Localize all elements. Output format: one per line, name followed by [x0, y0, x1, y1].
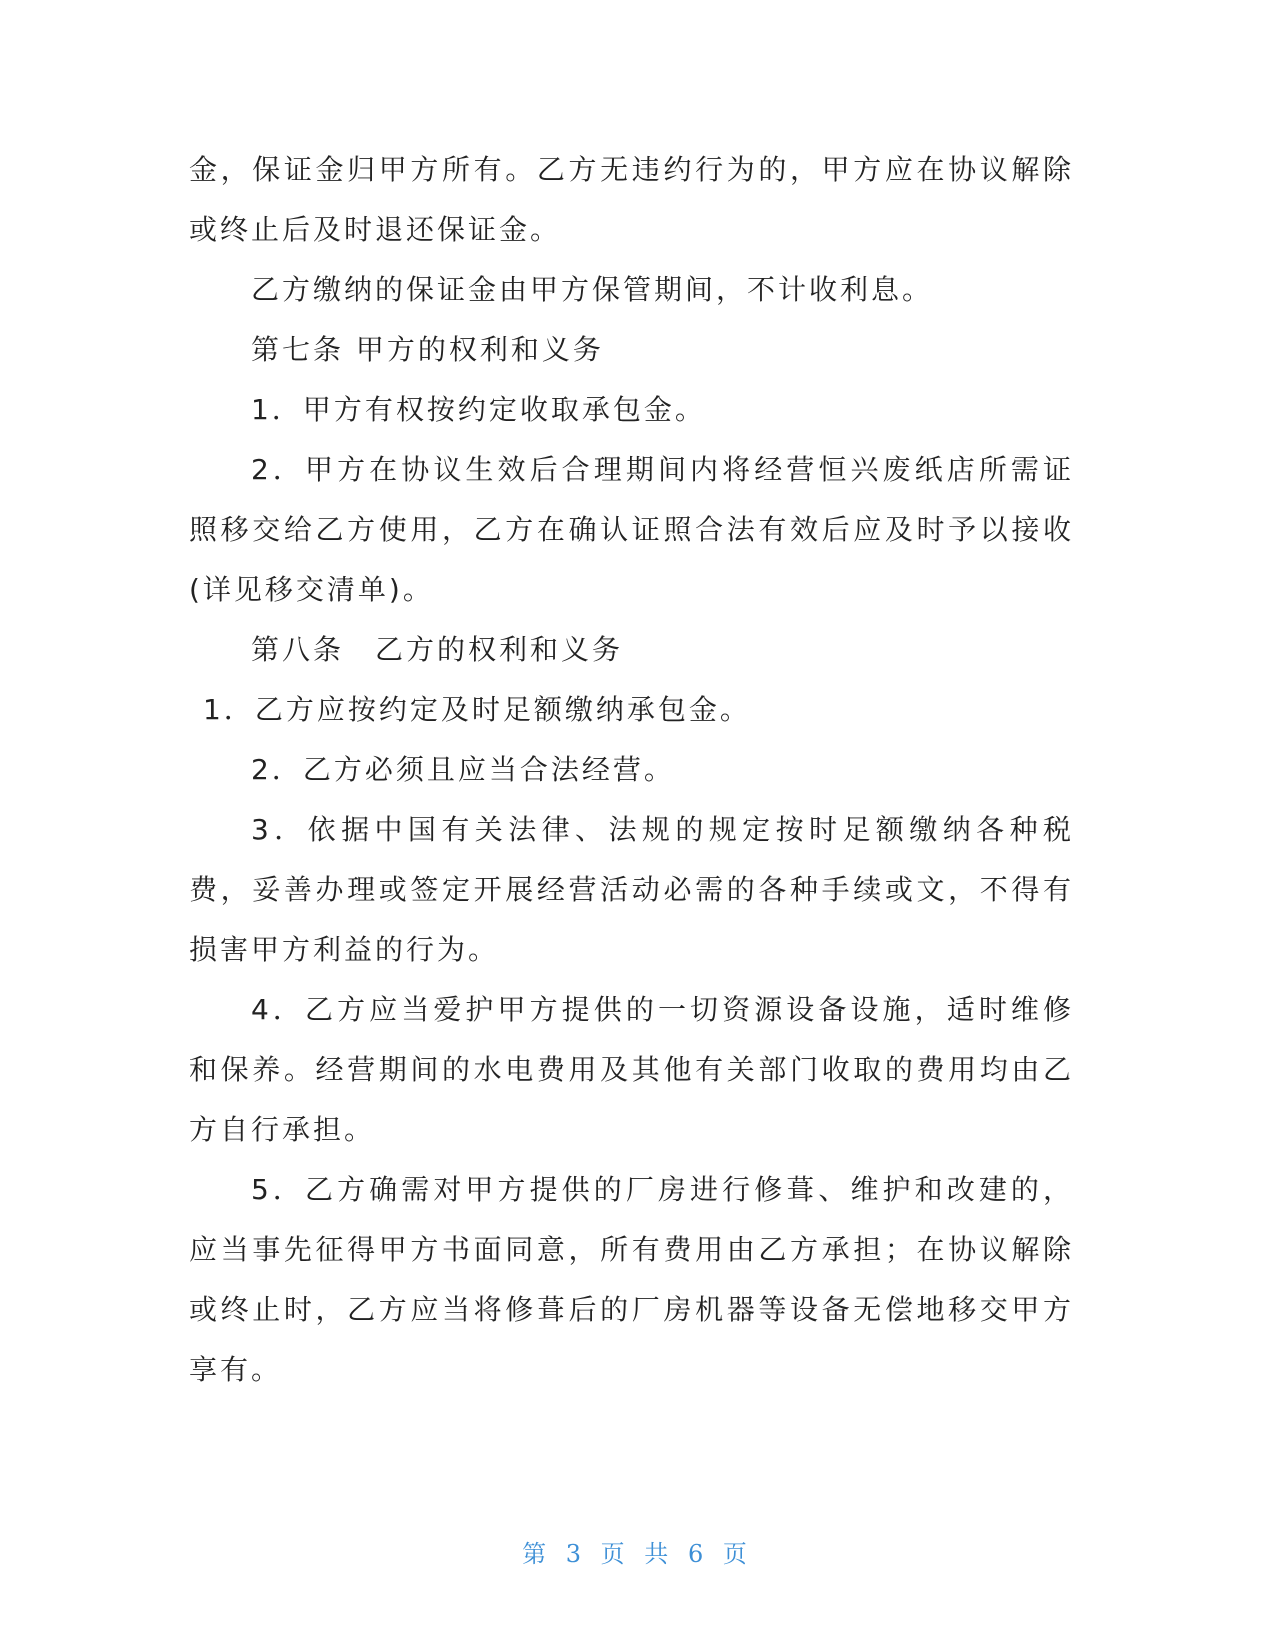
paragraph-deposit-interest: 乙方缴纳的保证金由甲方保管期间，不计收利息。	[251, 273, 934, 306]
page-number-footer: 第 3 页 共 6 页	[522, 1540, 753, 1568]
article-eight-item-4: 4．乙方应当爱护甲方提供的一切资源设备设施，适时维修和保养。经营期间的水电费用及其他有关部门收取的费用均由乙方自行承担。	[189, 993, 1074, 1146]
paragraph-deposit-ownership: 金，保证金归甲方所有。乙方无违约行为的，甲方应在协议解除或终止后及时退还保证金。	[189, 153, 1074, 246]
article-seven-item-1: 1．甲方有权按约定收取承包金。	[251, 393, 706, 426]
article-eight-item-2: 2．乙方必须且应当合法经营。	[251, 753, 675, 786]
article-seven-heading: 第七条 甲方的权利和义务	[251, 333, 604, 366]
article-eight-item-5: 5．乙方确需对甲方提供的厂房进行修葺、维护和改建的，应当事先征得甲方书面同意，所有费用由乙方承担；在协议解除或终止时，乙方应当将修葺后的厂房机器等设备无偿地移交甲方享有。	[189, 1173, 1074, 1386]
article-eight-item-1: 1．乙方应按约定及时足额缴纳承包金。	[203, 693, 751, 726]
article-seven-item-2: 2．甲方在协议生效后合理期间内将经营恒兴废纸店所需证照移交给乙方使用，乙方在确认证照合法有效后应及时予以接收(详见移交清单)。	[189, 453, 1074, 606]
article-eight-item-3: 3．依据中国有关法律、法规的规定按时足额缴纳各种税费，妥善办理或签定开展经营活动必需的各种手续或文，不得有损害甲方利益的行为。	[189, 813, 1074, 966]
article-eight-heading: 第八条 乙方的权利和义务	[251, 633, 624, 666]
document-body	[189, 140, 1074, 1400]
